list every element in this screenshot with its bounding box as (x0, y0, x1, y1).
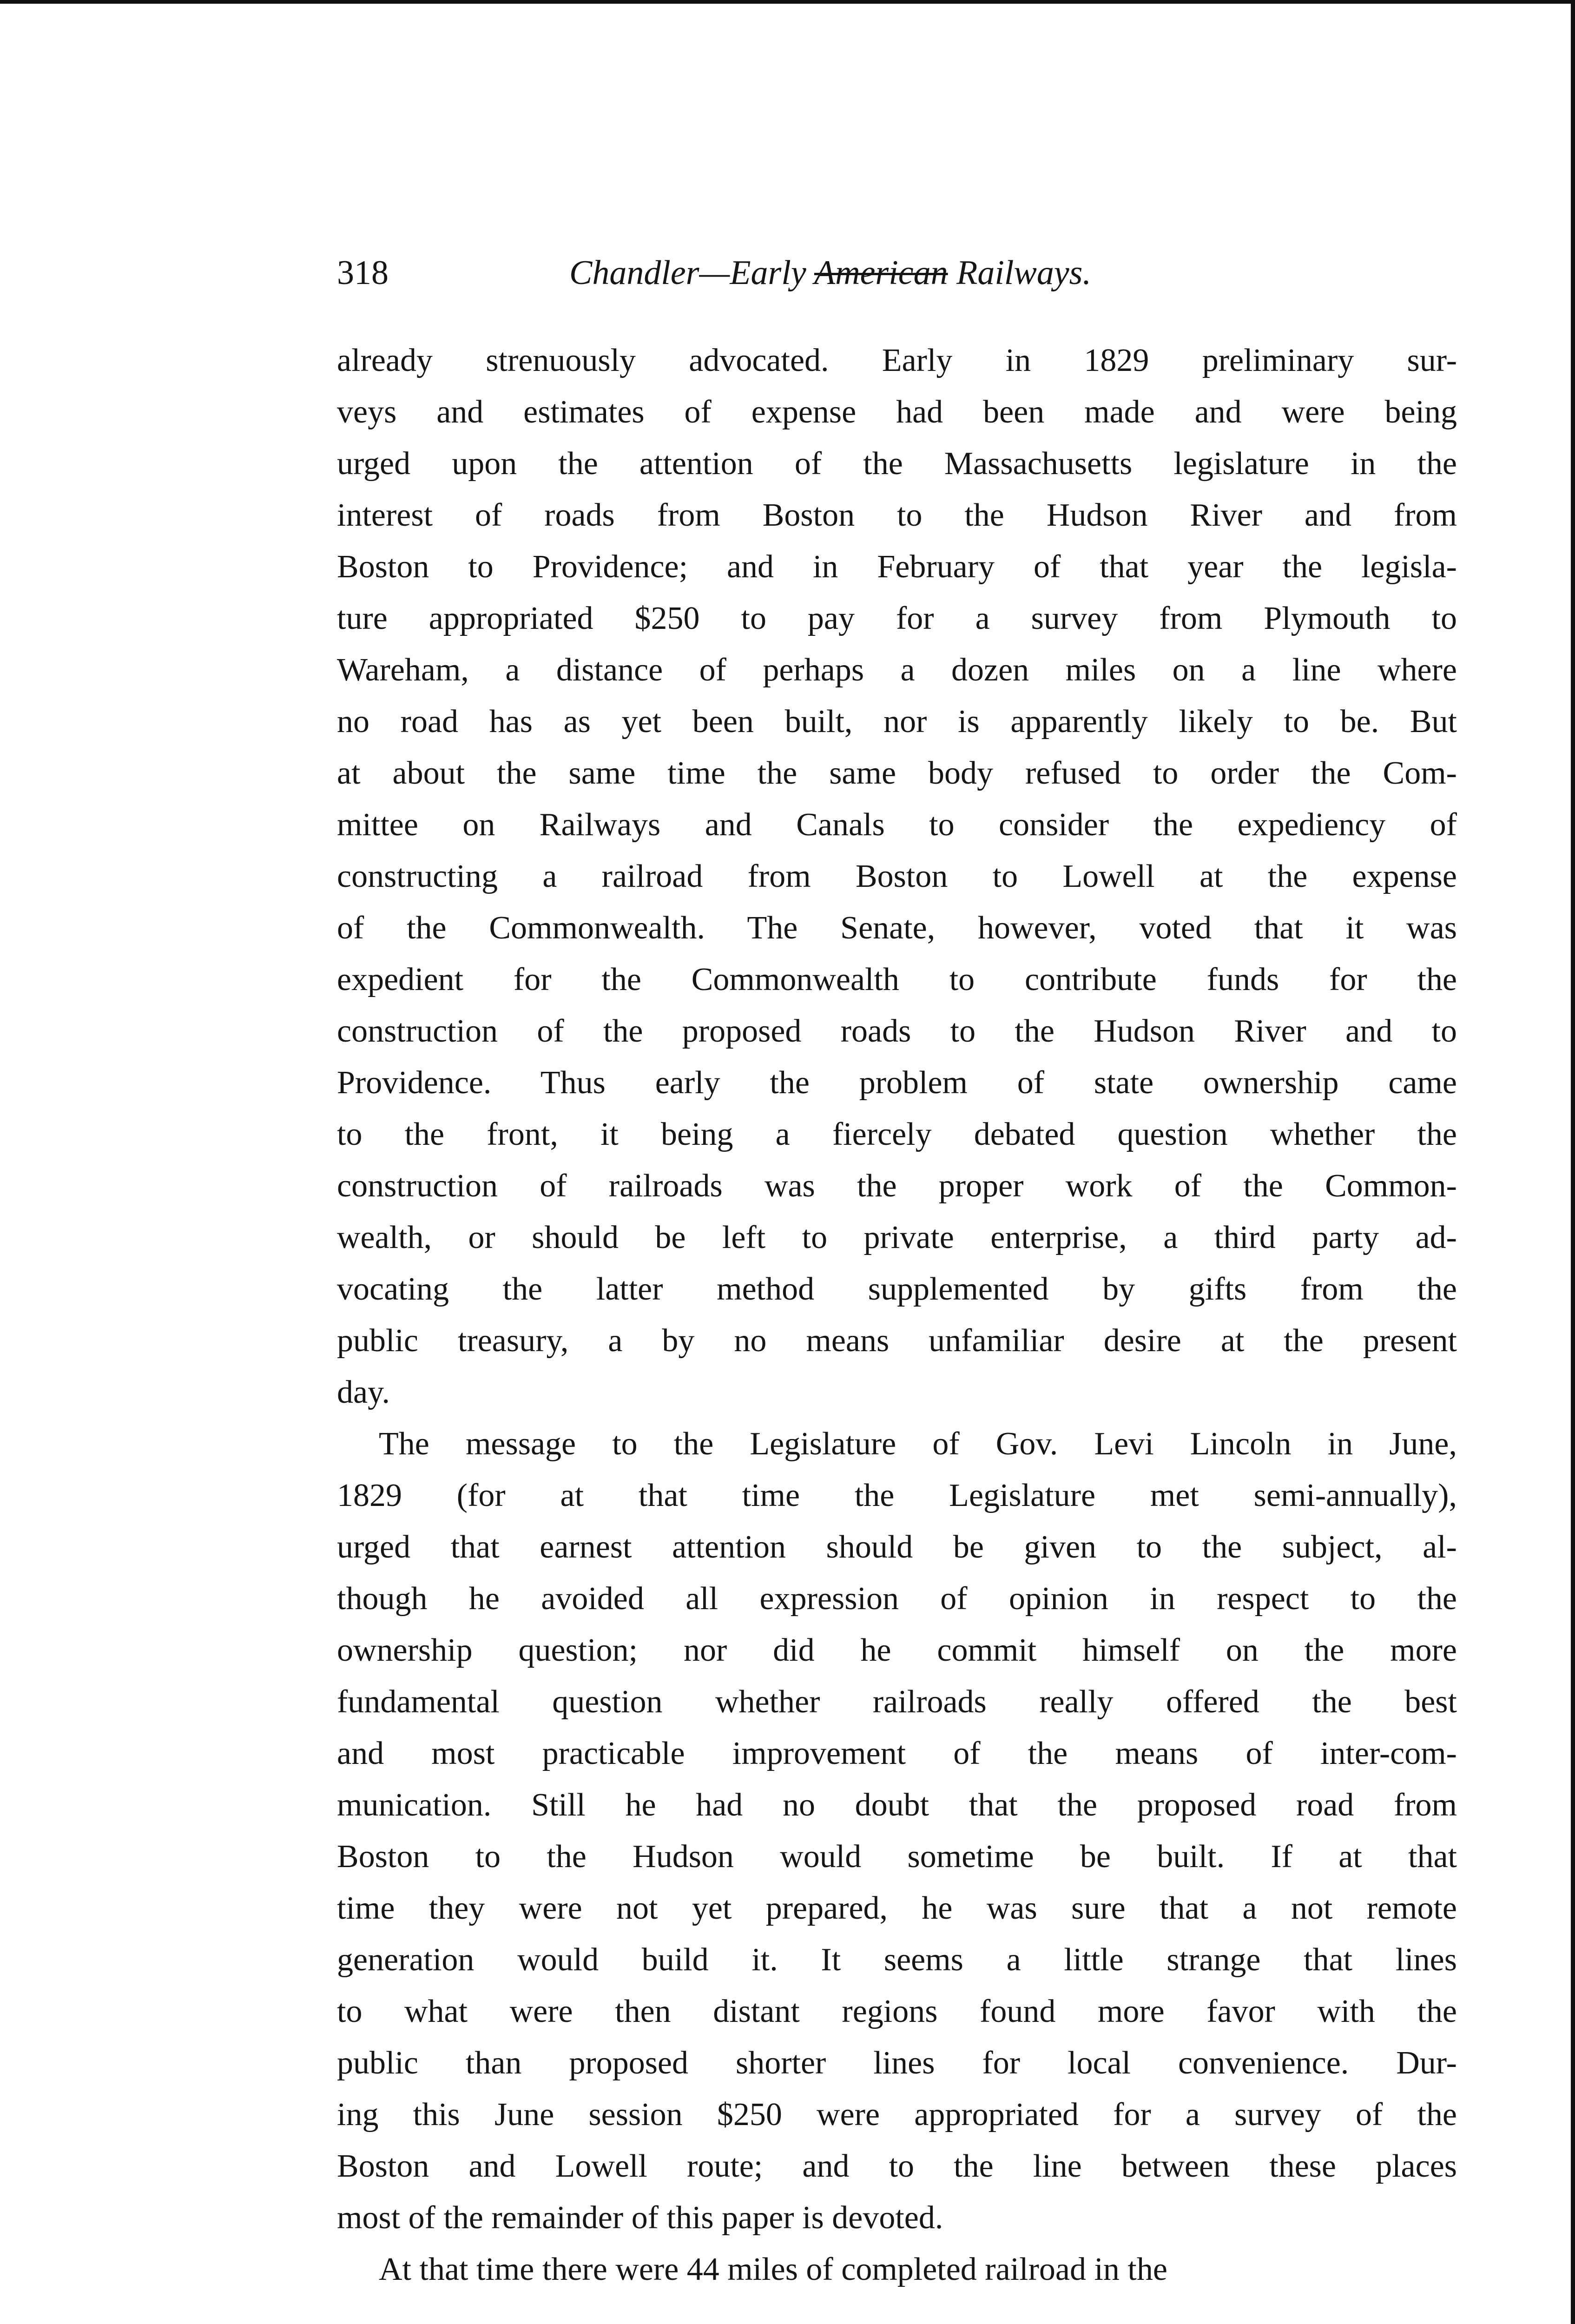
text-line: day. (337, 1374, 390, 1410)
text-line: Boston to Providence; and in February of that year the legisla- (337, 549, 1457, 585)
text-line: ture appropriated $250 to pay for a survey from Plymouth to (337, 601, 1457, 636)
text-line: At that time there were 44 miles of completed railroad in the (379, 2251, 1167, 2287)
text-line: public treasury, a by no means unfamiliar desire at the present (337, 1323, 1457, 1359)
scan-top-edge (0, 0, 1575, 4)
text-line: munication. Still he had no doubt that the proposed road from (337, 1787, 1457, 1823)
text-line: constructing a railroad from Boston to Lowell at the expense (337, 858, 1457, 894)
text-line: vocating the latter method supplemented by gifts from the (337, 1271, 1457, 1307)
running-title (569, 253, 1406, 293)
running-title-subject: Railways. (948, 254, 1091, 292)
text-line: construction of railroads was the proper work of the Common- (337, 1168, 1457, 1204)
text-line: though he avoided all expression of opinion in respect to the (337, 1581, 1457, 1617)
text-line: most of the remainder of this paper is devoted. (337, 2200, 943, 2236)
text-line: public than proposed shorter lines for local convenience. Dur- (337, 2045, 1457, 2081)
page-number: 318 (337, 254, 389, 292)
running-title-author: Chandler—Early (569, 254, 814, 292)
text-line: The message to the Legislature of Gov. Levi Lincoln in June, (379, 1426, 1457, 1462)
text-line: no road has as yet been built, nor is apparently likely to be. But (337, 704, 1457, 739)
text-line: Boston and Lowell route; and to the line between these places (337, 2148, 1457, 2184)
paragraph (337, 335, 1457, 1418)
text-line: and most practicable improvement of the means of inter-com- (337, 1736, 1457, 1771)
paragraph (337, 1418, 1457, 2244)
text-line: wealth, or should be left to private enterprise, a third party ad- (337, 1220, 1457, 1255)
text-line: ownership question; nor did he commit himself on the more (337, 1632, 1457, 1668)
text-line: at about the same time the same body refused to order the Com- (337, 755, 1457, 791)
text-line: Providence. Thus early the problem of state ownership came (337, 1065, 1457, 1101)
text-line: mittee on Railways and Canals to consider the expediency of (337, 807, 1457, 843)
text-line: generation would build it. It seems a little strange that lines (337, 1942, 1457, 1978)
text-line: expedient for the Commonwealth to contribute funds for the (337, 962, 1457, 997)
running-header (337, 253, 1457, 309)
text-line: time they were not yet prepared, he was sure that a not remote (337, 1890, 1457, 1926)
text-line: to what were then distant regions found more favor with the (337, 1994, 1457, 2029)
text-line: fundamental question whether railroads really offered the best (337, 1684, 1457, 1720)
text-line: already strenuously advocated. Early in 1829 preliminary sur- (337, 343, 1457, 378)
text-line: ing this June session $250 were appropriated for a survey of the (337, 2097, 1457, 2133)
text-line: of the Commonwealth. The Senate, however, voted that it was (337, 910, 1457, 946)
running-title-struck-word: American (814, 254, 948, 292)
text-line: Boston to the Hudson would sometime be built. If at that (337, 1839, 1457, 1875)
text-line: construction of the proposed roads to the Hudson River and to (337, 1013, 1457, 1049)
text-line: urged upon the attention of the Massachusetts legislature in the (337, 446, 1457, 482)
text-line: urged that earnest attention should be given to the subject, al- (337, 1529, 1457, 1565)
text-line: veys and estimates of expense had been made and were being (337, 394, 1457, 430)
text-line: Wareham, a distance of perhaps a dozen miles on a line where (337, 652, 1457, 688)
text-line: 1829 (for at that time the Legislature met semi-annually), (337, 1478, 1457, 1513)
body-text (337, 335, 1457, 2295)
scan-right-edge (1571, 0, 1575, 2324)
paragraph (337, 2244, 1457, 2295)
text-line: to the front, it being a fiercely debated question whether the (337, 1116, 1457, 1152)
text-line: interest of roads from Boston to the Hudson River and from (337, 497, 1457, 533)
